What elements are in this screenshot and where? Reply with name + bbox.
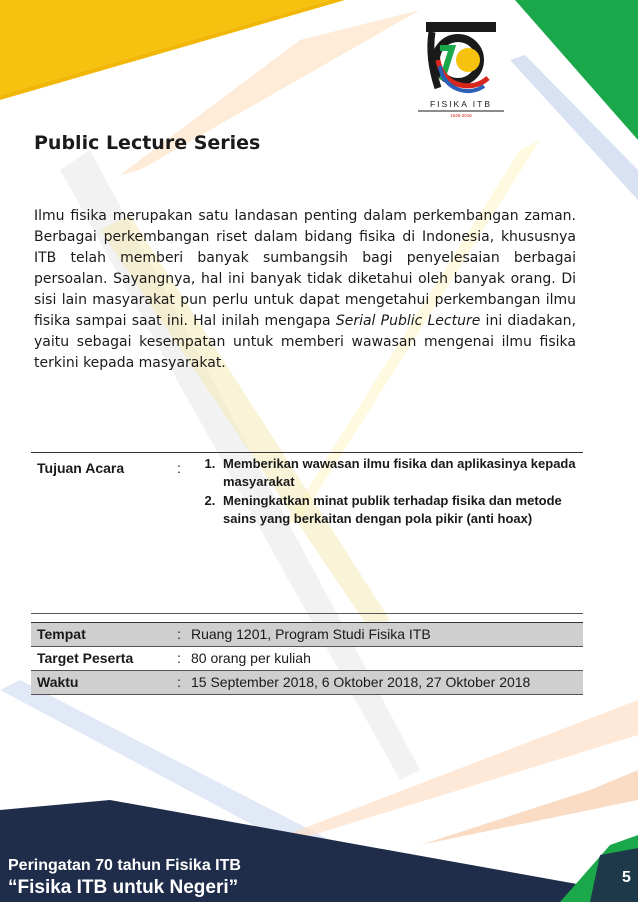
goals-list-container (191, 453, 583, 529)
logo-graphic (418, 18, 504, 118)
details-table (31, 622, 583, 695)
paragraph-text-end: ini diadakan, yaitu sebagai kesempatan untuk memberi wawasan mengenai ilmu fisika terkini kepada masyarakat. (34, 313, 576, 371)
intro-paragraph (34, 206, 576, 374)
detail-value: 15 September 2018, 6 Oktober 2018, 27 Oktober 2018 (191, 674, 531, 690)
table-row (31, 647, 583, 671)
goals-label: Tujuan Acara (37, 460, 125, 476)
detail-value: 80 orang per kuliah (191, 650, 311, 666)
logo-dept-text: FISIKA ITB (429, 99, 493, 109)
paragraph-emphasis: Serial Public Lecture (335, 313, 481, 329)
detail-label: Tempat (37, 626, 86, 642)
goals-list (191, 455, 583, 528)
fisika-itb-70-logo (418, 18, 504, 118)
detail-label: Waktu (37, 674, 79, 690)
detail-colon: : (177, 650, 181, 666)
goal-item: 2. Meningkatkan minat publik terhadap fisika dan metode sains yang berkaitan dengan pola pikir (anti hoax) (219, 492, 583, 528)
page-number: 5 (622, 869, 631, 886)
goals-row (31, 452, 583, 614)
paragraph-text: Ilmu fisika merupakan satu landasan penting dalam perkembangan zaman. Berbagai perkembangan riset dalam bidang fisika di Indonesia, khususnya ITB telah memberi banyak sumbangsih bagi penyelesaian berbagai persoalan. Sayangnya, hal ini banyak tidak diketahui oleh banyak orang. Di sisi lain masyarakat pun perlu untuk dapat mengetahui perkembangan ilmu fisika sampai saat ini. Hal inilah mengapa (34, 208, 576, 329)
section-title: Public Lecture Series (34, 132, 261, 154)
table-row (31, 623, 583, 647)
table-row (31, 671, 583, 695)
detail-colon: : (177, 674, 181, 690)
logo-years-text: 1946-2016 (450, 113, 472, 118)
goals-colon: : (177, 460, 181, 476)
detail-label: Target Peserta (37, 650, 134, 666)
footer-line-2: “Fisika ITB untuk Negeri” (8, 877, 239, 898)
goal-item: 1. Memberikan wawasan ilmu fisika dan aplikasinya kepada masyarakat (219, 455, 583, 491)
footer-line-1: Peringatan 70 tahun Fisika ITB (8, 857, 241, 874)
detail-value: Ruang 1201, Program Studi Fisika ITB (191, 626, 431, 642)
detail-colon: : (177, 626, 181, 642)
